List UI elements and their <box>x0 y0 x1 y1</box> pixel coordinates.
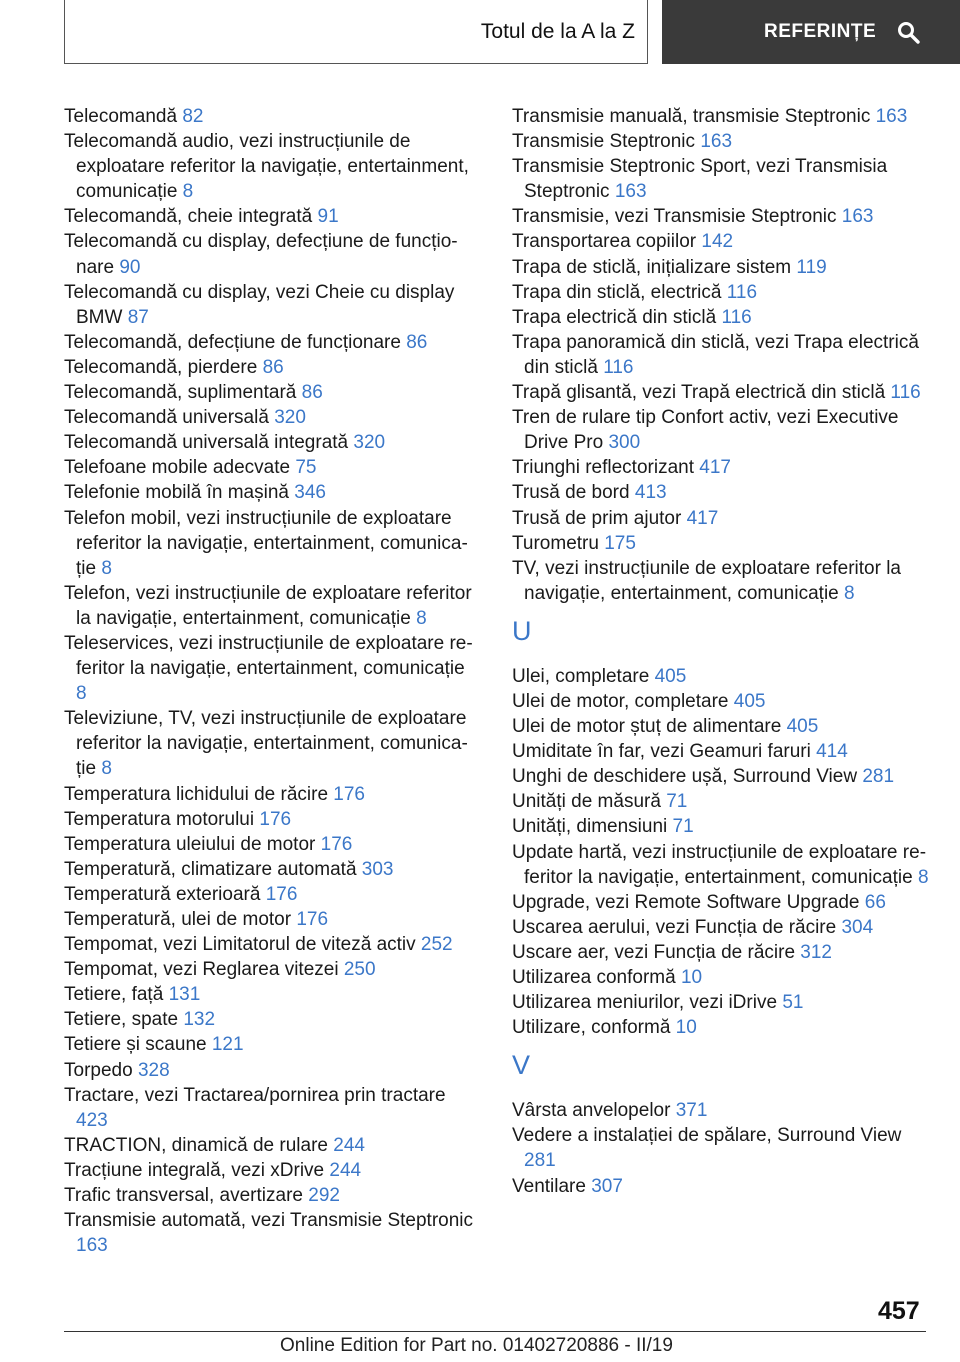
index-term: TRACTION, dinamică de rulare <box>64 1134 328 1156</box>
index-term: Tetiere, față <box>64 984 164 1006</box>
page-reference-link[interactable]: 292 <box>308 1185 340 1207</box>
page-reference-link[interactable]: 10 <box>675 1017 697 1039</box>
page-reference-link[interactable]: 244 <box>333 1134 365 1156</box>
index-term: Tren de rulare tip Confort activ, vezi Executive Drive Pro <box>512 407 899 454</box>
index-entry <box>512 664 930 689</box>
index-entry <box>512 739 930 764</box>
index-letter-u: U <box>512 615 532 646</box>
index-entry <box>512 556 930 606</box>
index-term: Temperatura uleiului de motor <box>64 833 316 855</box>
index-entry <box>512 531 930 556</box>
index-entry <box>512 965 930 990</box>
index-term: Telecomandă <box>64 106 178 127</box>
index-term: Televiziune, TV, vezi instrucțiunile de exploatare referitor la navigație, entertainment, comunicație <box>64 708 468 780</box>
index-term: Telecomandă, defecțiune de funcționare <box>64 331 401 353</box>
index-entry <box>64 1158 478 1183</box>
index-term: Update hartă, vezi instrucțiunile de exploatare referitor la navigație, entertainment, comunicație <box>512 841 927 888</box>
index-entry <box>512 280 930 305</box>
page-reference-link[interactable]: 8 <box>416 607 427 629</box>
page-reference-link[interactable]: 8 <box>844 582 855 604</box>
index-entry <box>512 990 930 1015</box>
index-entry <box>512 940 930 965</box>
page-reference-link[interactable]: 75 <box>295 457 317 479</box>
page-reference-link[interactable]: 304 <box>841 916 874 938</box>
page-reference-link[interactable]: 300 <box>608 432 641 454</box>
index-term: TV, vezi instrucțiunile de exploatare referitor la navigație, entertainment, comunicație <box>512 557 901 604</box>
page-reference-link[interactable]: 252 <box>420 934 453 956</box>
page-reference-link[interactable]: 281 <box>862 766 895 788</box>
index-entry <box>64 330 478 355</box>
index-entry <box>512 789 930 814</box>
index-entry <box>512 506 930 531</box>
index-entry <box>512 104 930 129</box>
index-term: Transmisie automată, vezi Transmisie Steptronic <box>64 1210 474 1232</box>
page-reference-link[interactable]: 8 <box>182 181 194 203</box>
search-icon[interactable] <box>896 20 920 44</box>
index-term: Telefon, vezi instrucțiunile de exploatare referitor la navigație, entertainment, comunicație <box>64 582 472 629</box>
page-reference-link[interactable]: 142 <box>701 231 734 253</box>
index-term: Uscarea aerului, vezi Funcția de răcire <box>512 916 837 938</box>
section-title: Totul de la A la Z <box>64 0 648 64</box>
index-entry <box>64 1007 478 1032</box>
index-entry <box>64 280 478 330</box>
index-term: Tracțiune integrală, vezi xDrive <box>64 1159 325 1181</box>
index-entry <box>512 405 930 455</box>
page-reference-link[interactable]: 8 <box>101 557 112 579</box>
page-reference-link[interactable]: 8 <box>101 758 112 780</box>
index-term: Tempomat, vezi Reglarea vitezei <box>64 959 339 981</box>
page-reference-link[interactable]: 371 <box>675 1100 708 1122</box>
index-entry <box>512 380 930 405</box>
index-entry <box>64 706 478 781</box>
page-reference-link[interactable]: 176 <box>265 883 298 905</box>
index-term: Temperatura lichidului de răcire <box>64 783 329 805</box>
index-entry <box>64 204 478 229</box>
page-reference-link[interactable]: 417 <box>699 457 731 479</box>
page-number: 457 <box>878 1297 920 1325</box>
page-reference-link[interactable]: 121 <box>211 1034 244 1056</box>
index-term: Umiditate în far, vezi Geamuri faruri <box>512 741 811 763</box>
footer-divider <box>64 1331 926 1332</box>
index-term: Upgrade, vezi Remote Software Upgrade <box>512 891 860 913</box>
page-reference-link[interactable]: 116 <box>603 356 634 378</box>
page-reference-link[interactable]: 175 <box>604 532 636 554</box>
index-term: Transmisie Steptronic <box>512 131 696 153</box>
page-reference-link[interactable]: 8 <box>917 866 929 888</box>
index-term: Trapa electrică din sticlă <box>512 306 717 328</box>
index-term: Tempomat, vezi Limitatorul de viteză activ <box>64 934 416 956</box>
page-reference-link[interactable]: 413 <box>634 482 667 504</box>
index-term: Temperatura motorului <box>64 808 255 830</box>
footer-edition: Online Edition for Part no. 01402720886 - II/19 <box>280 1335 673 1356</box>
index-term: Ulei de motor, completare <box>512 690 729 712</box>
index-term: Trapa din sticlă, electrică <box>512 281 722 303</box>
index-entry <box>64 229 478 279</box>
index-entry <box>64 480 478 505</box>
page-reference-link[interactable]: 10 <box>680 967 703 988</box>
page-reference-link[interactable]: 405 <box>733 690 766 712</box>
page-reference-link[interactable]: 405 <box>786 716 819 738</box>
page-reference-link[interactable]: 116 <box>890 382 921 404</box>
index-term: Temperatură exterioară <box>64 883 261 905</box>
index-term: Telecomandă, pierdere <box>64 356 258 378</box>
index-entry <box>64 1032 478 1057</box>
page-reference-link[interactable]: 423 <box>76 1109 108 1131</box>
index-entry <box>64 1183 478 1208</box>
index-entry <box>64 104 478 129</box>
index-entry <box>512 890 930 915</box>
index-entry <box>64 380 478 405</box>
index-entry <box>64 807 478 832</box>
index-group-t <box>512 104 930 606</box>
index-entry <box>512 330 930 380</box>
index-term: Turometru <box>512 532 599 554</box>
index-entry <box>64 506 478 581</box>
index-term: Telecomandă, suplimentară <box>64 382 297 404</box>
page-reference-link[interactable]: 119 <box>796 256 827 278</box>
index-letter-v: V <box>512 1050 531 1081</box>
index-term: Vârsta anvelopelor <box>512 1100 671 1122</box>
page-reference-link[interactable]: 116 <box>721 306 752 328</box>
chapter-title: REFERINȚE <box>764 21 877 42</box>
index-term: Ulei de motor ștuț de alimentare <box>512 716 782 738</box>
index-term: Telefoane mobile adecvate <box>64 457 291 479</box>
index-entry <box>512 714 930 739</box>
page-reference-link[interactable]: 82 <box>182 106 204 127</box>
index-term: Trapa de sticlă, inițializare sistem <box>512 256 792 278</box>
index-term: Transmisie manuală, transmisie Steptronic <box>512 106 871 127</box>
index-entry <box>64 957 478 982</box>
page-reference-link[interactable]: 405 <box>654 665 687 687</box>
index-entry <box>512 689 930 714</box>
page-reference-link[interactable]: 250 <box>343 959 376 981</box>
index-term: Telecomandă cu display, vezi Cheie cu display BMW <box>64 281 455 328</box>
index-group-u <box>512 664 930 1040</box>
index-entry <box>512 229 930 254</box>
page-reference-link[interactable]: 91 <box>317 206 339 228</box>
page-reference-link[interactable]: 346 <box>294 482 326 504</box>
index-entry <box>64 907 478 932</box>
page-reference-link[interactable]: 281 <box>524 1150 556 1172</box>
index-term: Utilizarea meniurilor, vezi iDrive <box>512 992 778 1014</box>
page-reference-link[interactable]: 132 <box>183 1009 216 1031</box>
index-term: Unghi de deschidere ușă, Surround View <box>512 766 858 788</box>
page-reference-link[interactable]: 86 <box>406 331 428 353</box>
index-column-left <box>64 104 478 1258</box>
page-reference-link[interactable]: 90 <box>119 256 141 278</box>
index-entry <box>64 355 478 380</box>
page-header <box>0 0 960 66</box>
index-entry <box>64 1133 478 1158</box>
page-reference-link[interactable]: 303 <box>361 858 394 880</box>
index-entry <box>512 764 930 789</box>
page-reference-link[interactable]: 66 <box>864 891 886 913</box>
page-reference-link[interactable]: 8 <box>76 683 87 705</box>
index-term: Triunghi reflectorizant <box>512 457 694 479</box>
index-entry <box>64 857 478 882</box>
index-term: Tetiere, spate <box>64 1009 179 1031</box>
index-term: Trapă glisantă, vezi Trapă electrică din sticlă <box>512 382 886 404</box>
page-reference-link[interactable]: 320 <box>353 432 386 454</box>
index-term: Unități, dimensiuni <box>512 816 668 838</box>
index-entry <box>512 1174 930 1199</box>
index-entry <box>64 405 478 430</box>
index-entry <box>512 204 930 229</box>
index-term: Vedere a instalației de spălare, Surround View <box>512 1125 902 1147</box>
index-term: Telefon mobil, vezi instrucțiunile de exploatare referitor la navigație, entertainment, comunicație <box>64 507 468 579</box>
index-entry <box>64 1083 478 1133</box>
index-entry <box>512 480 930 505</box>
index-term: Trafic transversal, avertizare <box>64 1185 303 1207</box>
page-reference-link[interactable]: 71 <box>672 816 694 838</box>
index-term: Temperatură, climatizare automată <box>64 858 357 880</box>
index-group-v <box>512 1098 930 1198</box>
page-reference-link[interactable]: 307 <box>591 1175 623 1197</box>
page-reference-link[interactable]: 71 <box>666 791 688 813</box>
page-reference-link[interactable]: 328 <box>137 1059 170 1081</box>
index-term: Transportarea copiilor <box>512 231 697 253</box>
index-entry <box>512 840 930 890</box>
index-entry <box>64 430 478 455</box>
index-entry <box>512 915 930 940</box>
page-reference-link[interactable]: 417 <box>686 507 719 529</box>
page-reference-link[interactable]: 163 <box>76 1235 108 1257</box>
page-reference-link[interactable]: 86 <box>262 356 284 378</box>
index-term: Utilizarea conformă <box>512 967 676 988</box>
index-column-right <box>512 104 930 1199</box>
index-entry <box>512 1123 930 1173</box>
index-term: Transmisie Steptronic Sport, vezi Transmisia Steptronic <box>512 156 888 203</box>
page-reference-link[interactable]: 163 <box>700 131 733 153</box>
index-entry <box>512 455 930 480</box>
index-term: Transmisie, vezi Transmisie Steptronic <box>512 206 837 228</box>
index-term: Unități de măsură <box>512 791 661 813</box>
index-term: Uscare aer, vezi Funcția de răcire <box>512 941 796 963</box>
index-entry <box>64 882 478 907</box>
index-term: Telecomandă audio, vezi instrucțiunile de exploatare referitor la navigație, entertainment, comunicație <box>64 131 469 203</box>
index-entry <box>512 255 930 280</box>
index-entry <box>64 581 478 631</box>
index-term: Tetiere și scaune <box>64 1034 207 1056</box>
page-reference-link[interactable]: 163 <box>875 106 908 127</box>
page-reference-link[interactable]: 163 <box>614 181 647 203</box>
index-entry <box>64 455 478 480</box>
index-entry <box>64 1058 478 1083</box>
index-entry <box>64 782 478 807</box>
index-term: Tractare, vezi Tractarea/pornirea prin tractare <box>64 1084 446 1106</box>
index-entry <box>512 1098 930 1123</box>
index-term: Teleservices, vezi instrucțiunile de exploatare referitor la navigație, entertainment, comunicație <box>64 632 473 680</box>
index-term: Temperatură, ulei de motor <box>64 909 292 930</box>
page-reference-link[interactable]: 176 <box>333 783 365 805</box>
page-reference-link[interactable]: 176 <box>259 808 292 830</box>
index-term: Telefonie mobilă în mașină <box>64 482 289 504</box>
index-entry <box>64 932 478 957</box>
page-reference-link[interactable]: 163 <box>841 206 874 228</box>
page-reference-link[interactable]: 51 <box>782 992 804 1014</box>
index-term: Telecomandă universală <box>64 407 269 429</box>
page-reference-link[interactable]: 176 <box>296 909 329 930</box>
index-term: Trapa panoramică din sticlă, vezi Trapa electrică din sticlă <box>512 331 919 378</box>
index-term: Ventilare <box>512 1175 586 1197</box>
index-term: Torpedo <box>64 1059 133 1081</box>
index-entry <box>64 982 478 1007</box>
index-term: Ulei, completare <box>512 665 650 687</box>
index-entry <box>512 305 930 330</box>
index-term: Utilizare, conformă <box>512 1017 671 1039</box>
page-reference-link[interactable]: 312 <box>800 941 832 963</box>
index-entry <box>64 832 478 857</box>
page-reference-link[interactable]: 116 <box>726 281 758 303</box>
page-reference-link[interactable]: 244 <box>329 1159 362 1181</box>
page-reference-link[interactable]: 86 <box>301 382 323 404</box>
index-entry <box>64 631 478 706</box>
index-term: Telecomandă, cheie integrată <box>64 206 313 228</box>
index-entry <box>64 129 478 204</box>
index-term: Trusă de prim ajutor <box>512 507 682 529</box>
page-reference-link[interactable]: 87 <box>127 306 149 328</box>
index-entry <box>512 129 930 154</box>
index-entry <box>512 1015 930 1040</box>
index-term: Telecomandă universală integrată <box>64 432 349 454</box>
page-reference-link[interactable]: 320 <box>274 407 306 429</box>
index-entry <box>512 814 930 839</box>
page-reference-link[interactable]: 176 <box>320 833 353 855</box>
index-term: Trusă de bord <box>512 482 630 504</box>
chapter-tab[interactable] <box>662 0 960 64</box>
page-reference-link[interactable]: 414 <box>816 741 848 763</box>
page-reference-link[interactable]: 131 <box>168 984 201 1006</box>
index-entry <box>512 154 930 204</box>
index-term: Telecomandă cu display, defecțiune de funcționare <box>64 231 458 278</box>
index-entry <box>64 1208 478 1258</box>
